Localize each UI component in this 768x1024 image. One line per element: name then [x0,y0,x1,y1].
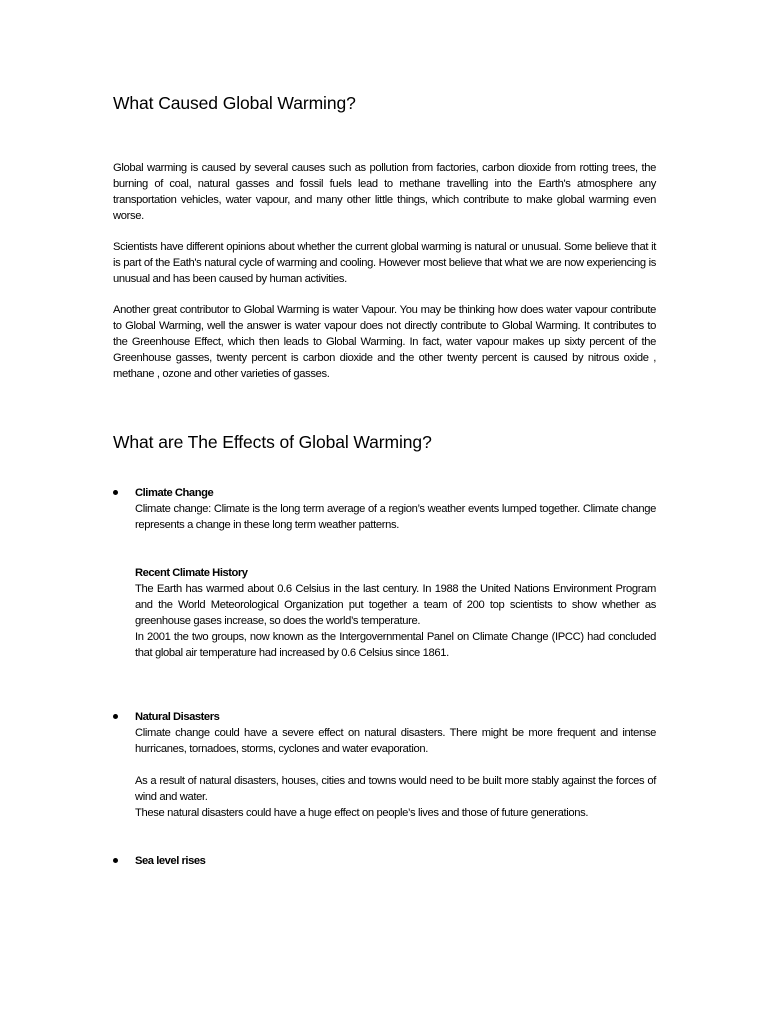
section-heading-effects: What are The Effects of Global Warming? [113,432,432,452]
bullet-icon [113,489,121,497]
paragraph-causes-2: Scientists have different opinions about whether the current global warming is natural or unusual. Some believe that it is part of the Eath's natural cycle of warming and cooling. However most believe that what we are now experiencing is unusual and has been caused by human activities. [113,241,656,285]
item-text-recent-history-2: In 2001 the two groups, now known as the Intergovernmental Panel on Climate Change (IPCC) had concluded that global air temperature had increased by 0.6 Celsius since 1861. [135,631,656,659]
bullet-icon [113,713,121,721]
section-heading-causes: What Caused Global Warming? [113,93,356,113]
item-text-natural-disasters-2: As a result of natural disasters, houses, cities and towns would need to be built more stably against the forces of wind and water. [135,775,656,803]
item-title-climate-change: Climate Change [135,487,214,499]
paragraph-causes-1: Global warming is caused by several causes such as pollution from factories, carbon dioxide from rotting trees, the burning of coal, natural gasses and fossil fuels lead to methane travelling into the Earth's atmosphere any transportation vehicles, water vapour, and many other little things, which contribute to make global warming even worse. [113,162,656,222]
paragraph-causes-3: Another great contributor to Global Warming is water Vapour. You may be thinking how does water vapour contribute to Global Warming, well the answer is water vapour does not directly contribute to Global Warming. It contributes to the Greenhouse Effect, which then leads to Global Warming. In fact, water vapour makes up sixty percent of the Greenhouse gasses, twenty percent is carbon dioxide and the other twenty percent is caused by nitrous oxide , methane , ozone and other varieties of gasses. [113,304,656,380]
item-text-climate-change: Climate change: Climate is the long term average of a region’s weather events lumped together. Climate change represents a change in these long term weather patterns. [135,503,656,531]
item-text-natural-disasters-3: These natural disasters could have a huge effect on people’s lives and those of future generations. [135,807,589,819]
item-text-recent-history-1: The Earth has warmed about 0.6 Celsius in the last century. In 1988 the United Nations Environment Program and the World Meteorological Organization put together a team of 200 top scientists to show whether as greenhouse gases increase, so does the world’s temperature. [135,583,656,627]
bullet-icon [113,857,121,865]
item-title-natural-disasters: Natural Disasters [135,711,220,723]
subheading-recent-climate-history: Recent Climate History [135,567,248,579]
item-title-sea-level-rises: Sea level rises [135,855,206,867]
item-text-natural-disasters-1: Climate change could have a severe effect on natural disasters. There might be more frequent and intense hurricanes, tornadoes, storms, cyclones and water evaporation. [135,727,656,755]
